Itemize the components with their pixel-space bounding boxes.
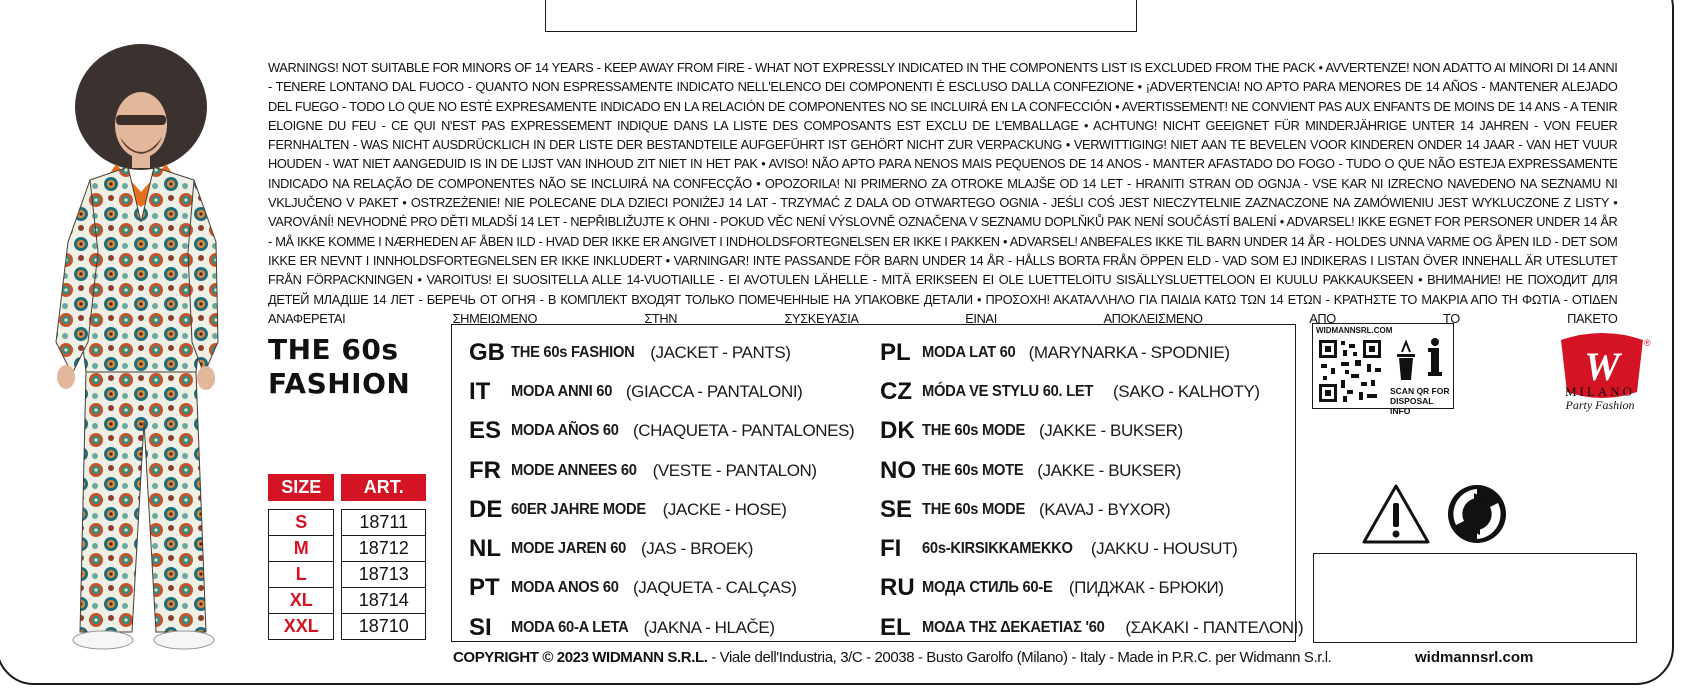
language-code: IT [469, 377, 491, 405]
costume-figure-image [28, 42, 258, 662]
language-desc: (SAKO - KALHOTY) [1113, 381, 1260, 401]
size-row [268, 562, 426, 588]
multilingual-warnings: WARNINGS! NOT SUITABLE FOR MINORS OF 14 YEARS - KEEP AWAY FROM FIRE - WHAT NOT EXPRESSLY INDICATED IN THE COMPONENTS LIST IS EXCLUDED FROM THE PACK • AVVERTENZE! NON ADATTO AI MINORI DI 14 ANNI - TENERE LONTANO DAL FUOCO - QUANTO NON ESPRESSAMENTE INDICATO NELL'ELENCO DEI COMPONENTI È ESCLUSO DALLA CONFEZIONE • ¡ADVERTENCIA! NO APTO PARA MENORES DE 14 AÑOS - MANTENER ALEJADO DEL FUEGO - TODO LO QUE NO ESTÉ EXPRESAMENTE INDICADO EN LA RELACIÓN DE COMPONENTES NO SE INCLUIRÁ EN LA CONFECCIÓN • AVERTISSEMENT! NE CONVIENT PAS AUX ENFANTS DE MOINS DE 14 ANS - A TENIR ELOIGNE DU FEU - CE QUI N'EST PAS EXPRESSEMENT INDIQUE DANS LA LISTE DES COMPOSANTS EST EXCLU DE L'EMBALLAGE • ACHTUNG! NICHT GEEIGNET FÜR MINDERJÄHRIGE UNTER 14 JAHREN - VON FEUER FERNHALTEN - WAS NICHT AUSDRÜCKLICH IN DER LISTE DER BESTANDTEILE AUFGEFÜHRT IST GEHÖRT NICHT ZUR VERPACKUNG • VERWITTIGING! NIET AAN TE BEVELEN VOOR KINDEREN ONDER 14 JAAR - VAN HET VUUR HOUDEN - WAT NIET AANGEDUID IS IN DE LIJST VAN INHOUD ZIT NIET IN HET PAK • AVISO! NÃO APTO PARA NENOS MAIS PEQUENOS DE 14 ANOS - MANTER AFASTADO DO FOGO - TUDO O QUE NÃO ESTEJA EXPRESSAMENTE INDICADO NA RELAÇÃO DE COMPONENTES NÃO SE INCLUIRÁ NA CONFECÇÃO • OPOZORILA! NI PRIMERNO ZA OTROKE MLAJŠE OD 14 LET - HRANITI STRAN OD OGNJA - VSE KAR NI IZRECNO NAVEDENO NA SEZNAMU NI VKLJUČENO V PAKET • OSTRZEŻENIE! NIE POLECANE DLA DZIECI PONIŻEJ 14 LAT - TRZYMAĆ Z DALA OD OTWARTEGO OGNIA - JEŚLI COŚ JEST NIECZYTELNIE ZAZNACZONE NA ZAMÓWIENIU JEST WYKLUCZONE Z LISTY • VAROVÁNÍ! NEVHODNÉ PRO DĚTI MLADŠÍ 14 LET - NEPŘIBLIŽUJTE K OHNI - POKUD VĚC NENÍ VÝSLOVNĚ OZNAČENA V SEZNAMU DOPLŇKŮ PAK NENÍ SOUČÁSTÍ BALENÍ • ADVARSEL! IKKE EGNET FOR PERSONER UNDER 14 ÅR - MÅ IKKE KOMME I NÆRHEDEN AF ÅBEN ILD - HVAD DER IKKE ER ANGIVET I INDHOLDSFORTEGNELSEN ER IKKE I PAKKEN • ADVARSEL! ANBEFALES IKKE TIL BARN UNDER 14 ÅR - HOLDES UNNA VARME OG ÅPEN ILD - DET SOM IKKE ER NEVNT I INNHOLDSFORTEGNELSEN ER IKKE INKLUDERT • VARNINGAR! INTE PASSANDE FÖR BARN UNDER 14 ÅR - HÅLLS BORTA FRÅN ÖPPEN ELD - VAD SOM EJ INDIKERAS I LISTAN ÖVER INNEHALL ÄR UTESLUTET FRÅN FÖRPACKNINGEN • VAROITUS! EI SUOSITELLA ALLE 14-VUOTIAILLE - EI AVOTULEN LÄHELLE - MITÄ ERIKSEEN EI OLE LUETTELOITU SISÄLLYSLUETTELOON EI KUULU PAKKAUKSEEN • ВНИМАНИЕ! НЕ ПОХОДИТ ДЛЯ ДЕТЕЙ МЛАДШЕ 14 ЛЕТ - БЕРЕЧЬ ОТ ОГНЯ - В КОМПЛЕКТ ВХОДЯТ ТОЛЬКО ПОМЕЧЕННЫЕ НА УПАКОВКЕ ДЕТАЛИ • ΠΡΟΣΟΧΗ! ΑΚΑΤΑΛΛΗΛΟ ΓΙΑ ΠΑΙΔΙΑ ΚΑΤΩ ΤΩΝ 14 ΕΤΩΝ - ΚΡΑΤΗΣΤΕ ΤΟ ΜΑΚΡΙΑ ΑΠΟ ΤΗ ΦΩΤΙΑ - ΟΤΙΔΕΝ ΑΝΑΦΕΡΕΤΑΙ ΣΗΜΕΙΩΜΕΝΟ ΣΤΗΝ ΣΥΣΚΕΥΑΣΙΑ ΕΙΝΑΙ ΑΠΟΚΛΕΙΣΜΕΝΟ ΑΠΟ ΤΟ ΠΑΚΕΤΟ [268, 60, 1618, 326]
qr-disposal-block[interactable] [1312, 323, 1454, 416]
qr-disposal-text: SCAN QR FOR DISPOSAL INFO [1390, 386, 1450, 416]
language-item [880, 569, 1303, 608]
size-header: SIZE [268, 474, 334, 501]
qr-url-label: WIDMANNSRL.COM [1316, 326, 1393, 335]
language-code: EL [880, 613, 911, 641]
language-item [469, 490, 854, 529]
article-number: 18714 [341, 588, 426, 614]
article-number: 18711 [341, 509, 426, 536]
website-link[interactable]: widmannsrl.com [1415, 649, 1534, 666]
language-desc: (JAQUETA - CALÇAS) [633, 578, 797, 598]
right-shoe [154, 631, 214, 649]
language-column-right [880, 333, 1303, 647]
recycle-disposal-icon [1391, 334, 1449, 384]
language-item [880, 412, 1303, 451]
language-code: DE [469, 495, 503, 523]
language-name: THE 60s MOTE [922, 461, 1024, 479]
size-row [268, 614, 426, 640]
language-code: NO [880, 456, 916, 484]
size-row [268, 509, 426, 536]
language-item [469, 608, 854, 647]
warning-triangle-icon [1361, 483, 1431, 545]
language-name: MÓDA VE STYLU 60. LET [922, 382, 1094, 400]
language-item [880, 608, 1303, 647]
language-desc: (JAKKE - BUKSER) [1039, 421, 1183, 441]
product-title [268, 333, 410, 401]
language-code: SI [469, 613, 492, 641]
language-code: FR [469, 456, 501, 484]
language-column-left [469, 333, 854, 647]
language-item [469, 529, 854, 568]
language-item [880, 490, 1303, 529]
size-value: XXL [268, 614, 334, 640]
copyright-line [453, 649, 1331, 666]
language-desc: (JAKKE - BUKSER) [1037, 460, 1182, 480]
language-item [880, 372, 1303, 411]
language-desc: (JACKET - PANTS) [650, 342, 791, 362]
language-desc: (JACKE - HOSE) [662, 499, 787, 519]
language-desc: (KAVAJ - BYXOR) [1039, 499, 1171, 519]
article-number: 18710 [341, 614, 426, 640]
language-item [880, 529, 1303, 568]
left-shoe [73, 631, 133, 649]
language-name: THE 60s MODE [922, 422, 1026, 440]
flared-pants [80, 372, 206, 632]
size-table-header [268, 474, 426, 501]
copyright-address: - Viale dell'Industria, 3/C - 20038 - Busto Garolfo (Milano) - Italy - Made in P.R.C. per Widmann S.r.l. [707, 649, 1332, 666]
language-desc: (VESTE - PANTALON) [652, 460, 817, 480]
qr-code-icon[interactable] [1317, 338, 1383, 404]
language-desc: (ΣΑΚΑΚΙ - ΠΑΝΤΕΛΟΝΙ) [1125, 617, 1304, 637]
size-value: S [268, 509, 334, 536]
language-name: 60s-KIRSIKKAMEKKO [922, 540, 1073, 558]
language-item [469, 412, 854, 451]
size-table [268, 474, 426, 640]
top-label-box [545, 0, 1137, 32]
language-item [880, 451, 1303, 490]
copyright-company: COPYRIGHT © 2023 WIDMANN S.R.L. [453, 649, 708, 666]
product-title-line1: THE 60s [268, 333, 399, 366]
language-desc: (MARYNARKA - SPODNIE) [1028, 342, 1230, 362]
language-item [469, 451, 854, 490]
size-value: XL [268, 588, 334, 614]
registered-mark: ® [1644, 338, 1651, 348]
language-name: MODE ANNEES 60 [511, 461, 637, 479]
size-value: L [268, 562, 334, 588]
language-desc: (JAKNA - HLAČE) [643, 617, 775, 637]
language-code: ES [469, 417, 502, 445]
size-row [268, 588, 426, 614]
language-item [880, 333, 1303, 372]
language-item [469, 333, 854, 372]
language-desc: (JAS - BROEK) [641, 539, 753, 559]
article-number: 18712 [341, 536, 426, 562]
language-code: PL [880, 338, 911, 366]
logo-mark: W [1584, 344, 1620, 389]
language-desc: (JAKKU - HOUSUT) [1090, 539, 1238, 559]
sunglasses [116, 115, 166, 125]
brand-tagline: Party Fashion [1565, 398, 1635, 412]
barcode-placeholder-box [1313, 553, 1637, 643]
language-name: THE 60s FASHION [511, 343, 635, 361]
size-value: M [268, 536, 334, 562]
language-code: DK [880, 417, 915, 445]
brand-city: MILANO [1565, 384, 1635, 399]
language-name: MODA LAT 60 [922, 343, 1016, 361]
language-desc: (ПИДЖАК - БРЮКИ) [1068, 578, 1224, 598]
size-row [268, 536, 426, 562]
language-name: MODA ANOS 60 [511, 579, 619, 597]
language-name: ΜΟΔΑ ΤΗΣ ΔΕΚΑΕΤΙΑΣ '60 [922, 618, 1105, 636]
language-code: SE [880, 495, 913, 523]
language-name: 60ER JAHRE MODE [511, 500, 646, 518]
language-name: MODA AÑOS 60 [511, 422, 619, 440]
language-desc: (GIACCA - PANTALONI) [625, 381, 803, 401]
language-box [451, 324, 1304, 642]
language-name: THE 60s MODE [922, 500, 1026, 518]
art-header: ART. [341, 474, 426, 501]
language-code: RU [880, 574, 915, 602]
article-number: 18713 [341, 562, 426, 588]
language-code: PT [469, 574, 500, 602]
language-name: MODA ANNI 60 [511, 382, 613, 400]
product-title-line2: FASHION [268, 367, 411, 400]
green-dot-recycle-icon [1446, 483, 1508, 545]
language-code: GB [469, 338, 505, 366]
language-item [469, 569, 854, 608]
language-name: MODA 60-A LETA [511, 618, 629, 636]
language-code: FI [880, 535, 902, 563]
language-code: CZ [880, 377, 912, 405]
language-desc: (CHAQUETA - PANTALONES) [633, 421, 855, 441]
language-code: NL [469, 535, 501, 563]
language-name: MODE JAREN 60 [511, 540, 627, 558]
language-name: МОДА СТИЛЬ 60-Е [922, 579, 1053, 597]
language-item [469, 372, 854, 411]
